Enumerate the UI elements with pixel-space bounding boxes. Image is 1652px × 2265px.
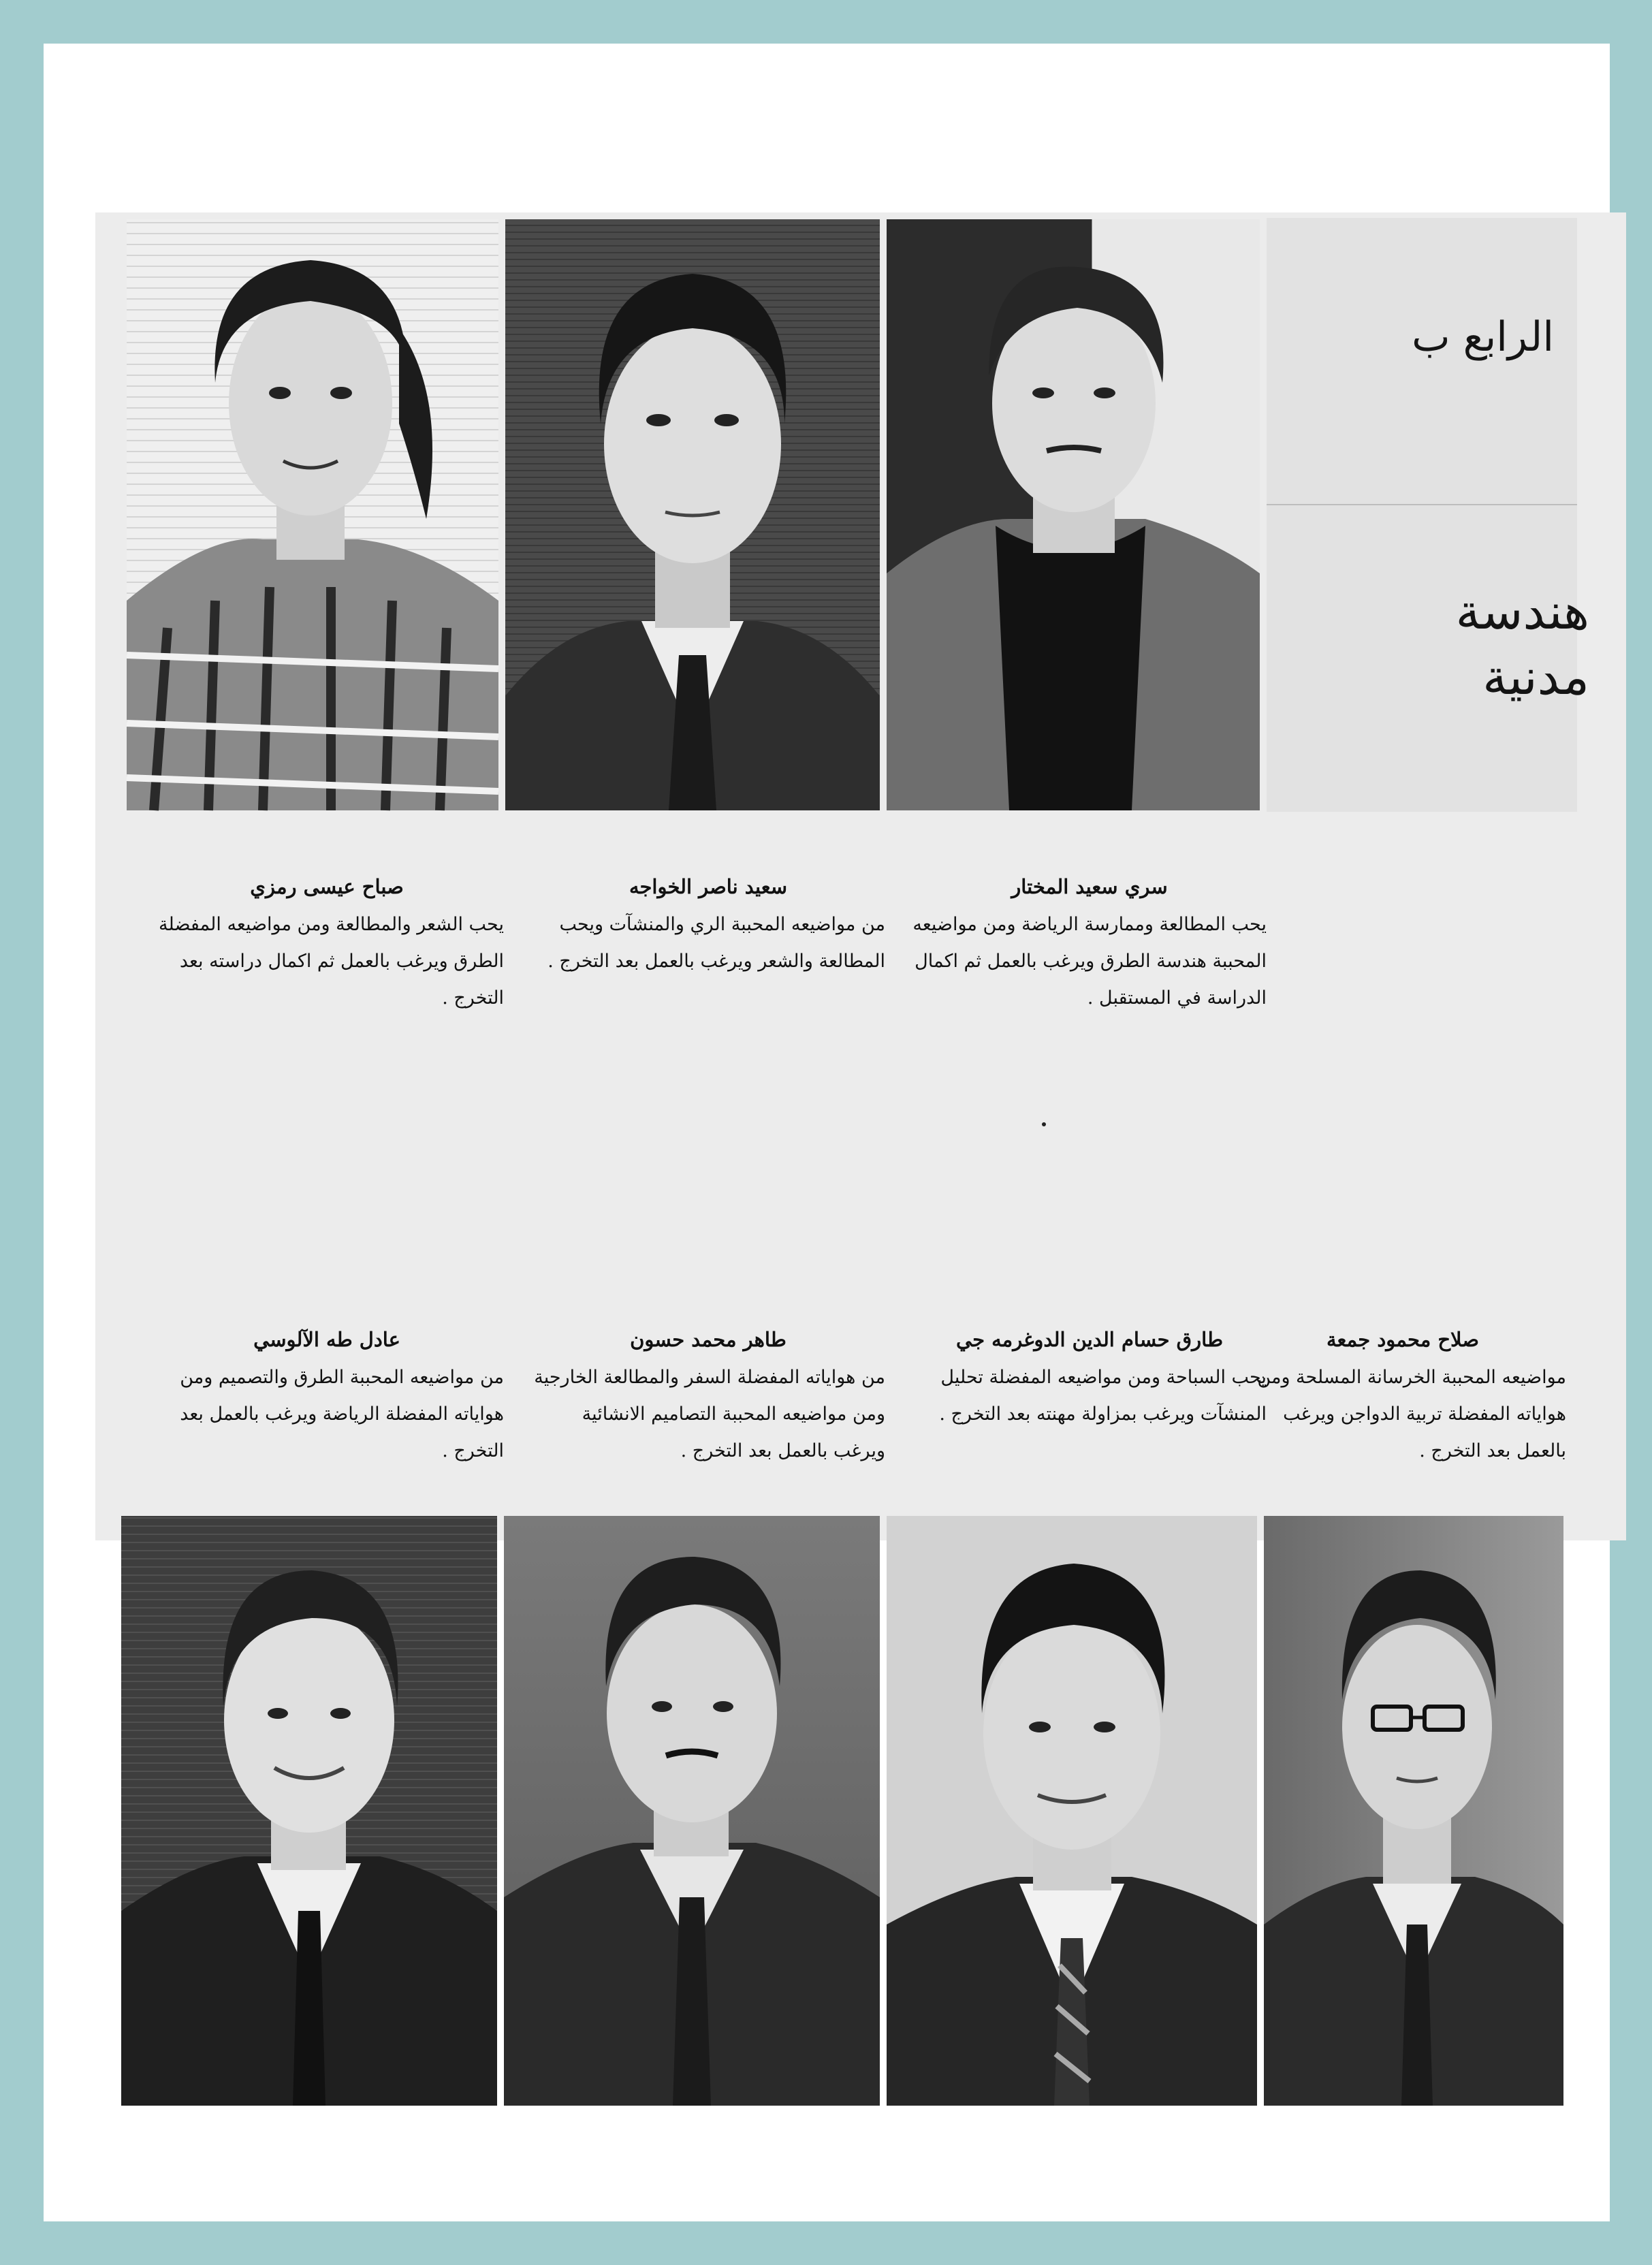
student-description: يحب السباحة ومن مواضيعه المفضلة تحليل المنشآت ويرغب بمزاولة مهنته بعد التخرج . [939,1367,1267,1425]
student-photo-salah [1264,1516,1563,2106]
student-name: طارق حسام الدين الدوغرمه جي [955,1328,1224,1351]
caption-salah [1239,1328,1566,1470]
student-description: يحب المطالعة وممارسة الرياضة ومن مواضيعه المحببة هندسة الطرق ويرغب بالعمل ثم اكمال الدراسة في المستقبل . [912,914,1267,1009]
caption-taher [531,1328,885,1470]
caption-tariq [912,1328,1267,1433]
student-description: من مواضيعه المحببة الطرق والتصميم ومن هواياته المفضلة الرياضة ويرغب بالعمل بعد التخرج . [180,1367,504,1461]
student-name: صباح عيسى رمزي [250,875,404,898]
student-photo-saeed [505,219,880,810]
student-description: من هواياته المفضلة السفر والمطالعة الخارجية ومن مواضيعه المحببة التصاميم الانشائية ويرغب بالعمل بعد التخرج . [534,1367,885,1461]
caption-saeed [531,875,885,980]
student-photo-adel [121,1516,497,2106]
department-title [1456,579,1589,710]
student-description: من مواضيعه المحببة الري والمنشآت ويحب المطالعة والشعر ويرغب بالعمل بعد التخرج . [547,914,885,972]
caption-sari [912,875,1267,1017]
student-photo-tariq [887,1516,1257,2106]
student-photo-taher [504,1516,880,2106]
student-name: سعيد ناصر الخواجه [629,875,788,898]
student-photo-sari [887,219,1260,810]
department-title-line2: مدنية [1482,648,1589,706]
caption-adel [150,1328,504,1470]
class-title-panel [1267,218,1589,812]
department-title-line1: هندسة [1455,583,1589,640]
student-description: مواضيعه المحببة الخرسانة المسلحة ومن هواياته المفضلة تربية الدواجن ويرغب بالعمل بعد التخرج . [1257,1367,1566,1461]
student-name: صلاح محمود جمعة [1327,1328,1479,1351]
title-divider [1267,504,1577,505]
student-photo-sabah [127,219,498,810]
student-name: سري سعيد المختار [1011,875,1168,898]
student-name: عادل طه الآلوسي [253,1328,400,1351]
student-name: طاهر محمد حسون [630,1328,787,1351]
caption-sabah [150,875,504,1017]
student-description: يحب الشعر والمطالعة ومن مواضيعه المفضلة الطرق ويرغب بالعمل ثم اكمال دراسته بعد التخرج . [159,914,504,1009]
class-title: الرابع ب [1412,313,1554,361]
printer-dot [1042,1122,1046,1126]
